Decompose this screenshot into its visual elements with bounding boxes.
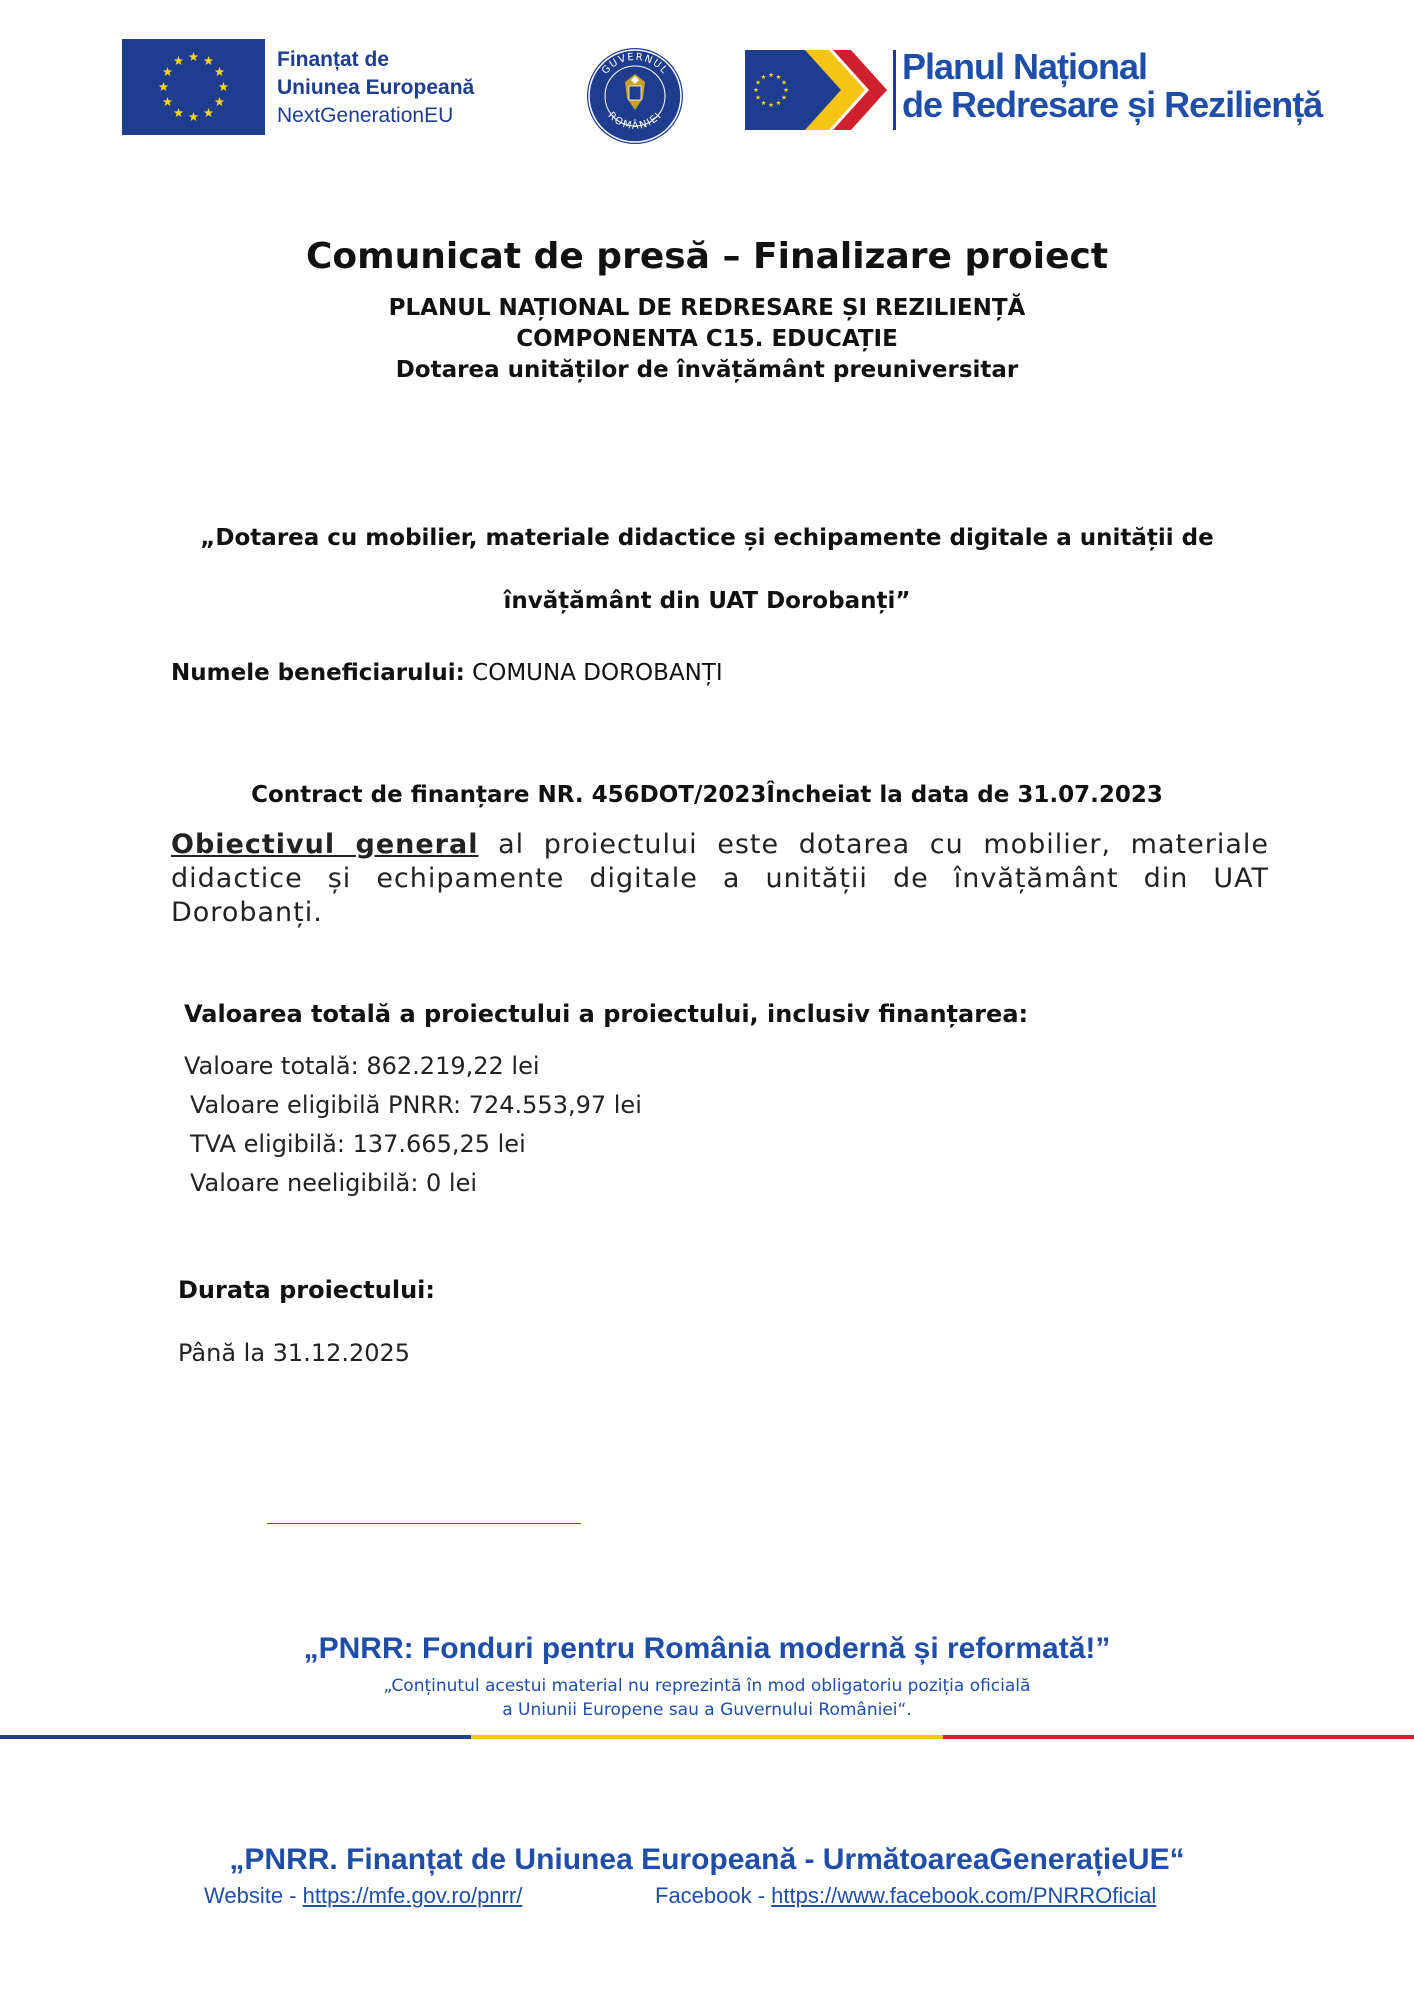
values-heading: Valoarea totală a proiectului a proiectului, inclusiv finanțarea: (184, 1000, 1029, 1028)
eu-star-icon (204, 108, 214, 117)
subtitle-component: COMPONENTA C15. EDUCAȚIE (516, 326, 898, 352)
value-vat: TVA eligibilă: 137.665,25 lei (190, 1130, 526, 1158)
eu-star-icon (163, 67, 173, 76)
tricolor-yellow (471, 1735, 942, 1739)
beneficiary-label: Numele beneficiarului: (171, 660, 465, 686)
objective-text: al proiectului este dotarea cu mobilier, materiale didactice și echipamente digitale a unității de învățământ din UAT Dorobanți. (171, 829, 1269, 928)
pnrr-line-1: Planul Național (902, 46, 1148, 87)
page-title: Comunicat de presă – Finalizare proiect (305, 236, 1109, 277)
eu-star-icon (174, 56, 184, 65)
subtitle-measure: Dotarea unităților de învățământ preuniversitar (395, 357, 1019, 383)
objective-label: Obiectivul general (171, 829, 479, 860)
disclaimer-line-1: „Conținutul acestui material nu reprezintă în mod obligatoriu poziția oficială (383, 1676, 1031, 1696)
website-block (204, 1883, 522, 1909)
objective-paragraph (171, 828, 1269, 930)
eu-star-icon (174, 108, 184, 117)
eu-star-icon (189, 112, 199, 121)
eu-star-icon (219, 82, 229, 91)
footer-title: „PNRR. Finanțat de Uniunea Europeană - UrmătoareaGenerațieUE“ (229, 1843, 1185, 1876)
tricolor-divider (0, 1735, 1414, 1739)
eu-star-icon (159, 82, 169, 91)
pnrr-line-2: de Redresare și Reziliență (902, 84, 1323, 125)
project-title-line-2: învățământ din UAT Dorobanți” (503, 588, 911, 614)
eu-star-icon (215, 97, 225, 106)
website-label: Website - (204, 1883, 303, 1908)
duration-heading: Durata proiectului: (178, 1276, 435, 1304)
separator-line (267, 1523, 581, 1524)
seal-text-top: GUVERNUL (599, 51, 671, 77)
disclaimer-line-2: a Uniunii Europene sau a Guvernului României“. (502, 1700, 912, 1720)
eu-star-icon (163, 97, 173, 106)
value-ineligible: Valoare neeligibilă: 0 lei (190, 1169, 478, 1197)
facebook-label: Facebook - (655, 1883, 772, 1908)
eu-star-icon (204, 56, 214, 65)
website-link[interactable]: https://mfe.gov.ro/pnrr/ (302, 1883, 523, 1908)
tricolor-blue (0, 1735, 471, 1739)
eu-star-icon (215, 67, 225, 76)
eu-line-1: Finanțat de (277, 48, 390, 71)
eu-star-icon (189, 52, 199, 61)
eu-flag-logo (122, 39, 265, 135)
duration-value: Până la 31.12.2025 (178, 1339, 411, 1367)
pnrr-divider (893, 50, 896, 130)
beneficiary (171, 660, 723, 686)
eu-funding-text (277, 46, 474, 130)
value-total: Valoare totală: 862.219,22 lei (184, 1052, 540, 1080)
romanian-coat-of-arms-icon (585, 46, 685, 146)
value-eligible: Valoare eligibilă PNRR: 724.553,97 lei (190, 1091, 642, 1119)
pnrr-chevron-logo (745, 50, 889, 130)
subtitle-plan: PLANUL NAȚIONAL DE REDRESARE ȘI REZILIENȚĂ (388, 295, 1026, 321)
contract-info: Contract de finanțare NR. 456DOT/2023Încheiat la data de 31.07.2023 (251, 782, 1163, 808)
project-title-line-1: „Dotarea cu mobilier, materiale didactice și echipamente digitale a unității de (200, 525, 1214, 551)
beneficiary-value: COMUNA DOROBANȚI (464, 660, 723, 686)
eu-line-3: NextGenerationEU (277, 104, 454, 127)
eu-line-2: Uniunea Europeană (277, 76, 475, 99)
facebook-block (655, 1883, 1156, 1909)
facebook-link[interactable]: https://www.facebook.com/PNRROficial (771, 1883, 1157, 1908)
pnrr-title-text (902, 48, 1322, 124)
tricolor-red (943, 1735, 1414, 1739)
government-seal-logo (585, 46, 685, 146)
pnrr-slogan: „PNRR: Fonduri pentru România modernă și reformată!” (303, 1632, 1111, 1665)
pnrr-chevron-icon (745, 50, 889, 130)
eu-stars-icon (122, 39, 265, 135)
seal-text-bottom: ROMÂNIEI (605, 110, 665, 132)
